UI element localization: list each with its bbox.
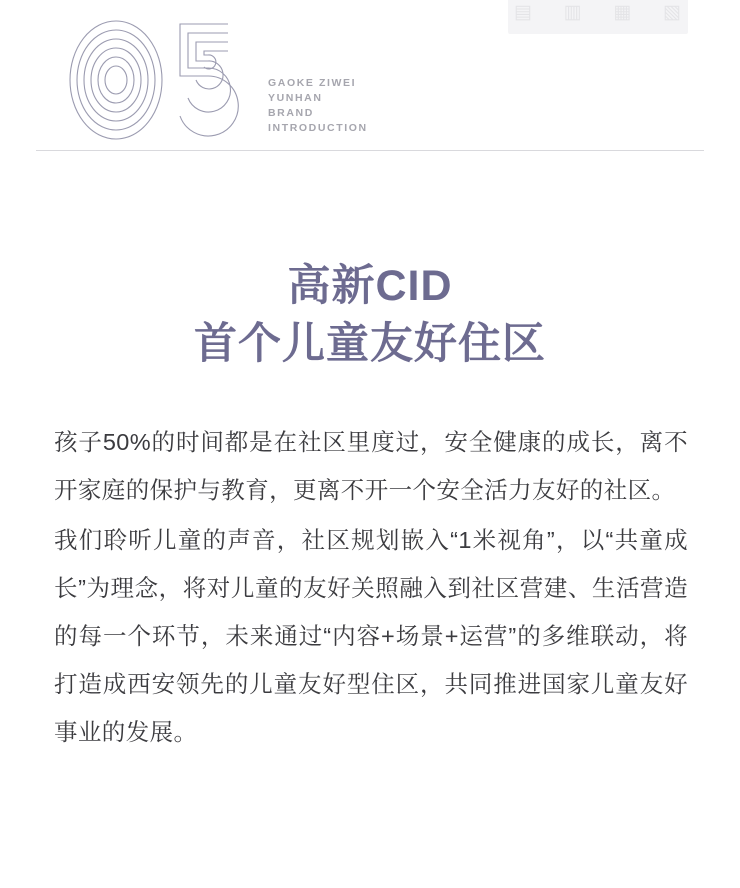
- section-english-subtitle: [268, 76, 528, 136]
- english-line-3: BRAND: [268, 107, 314, 119]
- body-paragraph-1: 孩子50%的时间都是在社区里度过，安全健康的成长，离不开家庭的保护与教育，更离不开一个安全活力友好的社区。: [54, 429, 688, 503]
- english-line-1: GAOKE ZIWEI: [268, 77, 357, 89]
- page-title: [0, 258, 740, 374]
- header-divider: [36, 150, 704, 151]
- decor-mark-3: ▦: [613, 2, 633, 23]
- section-header: [40, 18, 700, 148]
- body-text: [54, 418, 688, 758]
- decor-mark-4: ▧: [663, 2, 682, 23]
- english-line-4: INTRODUCTION: [268, 122, 368, 134]
- title-line-2: 首个儿童友好住区: [194, 320, 546, 368]
- body-paragraph-2: 我们聆听儿童的声音，社区规划嵌入“1米视角”，以“共童成长”为理念，将对儿童的友好关照融入到社区营建、生活营造的每一个环节，未来通过“内容+场景+运营”的多维联动，将打造成西安领先的儿童友好型住区，共同推进国家儿童友好事业的发展。: [54, 527, 688, 745]
- title-line-1: 高新CID: [287, 262, 453, 310]
- decor-mark-2: ▥: [563, 2, 583, 23]
- english-line-2: YUNHAN: [268, 92, 323, 104]
- decor-mark-1: ▤: [514, 2, 533, 23]
- section-number-05: [60, 18, 260, 138]
